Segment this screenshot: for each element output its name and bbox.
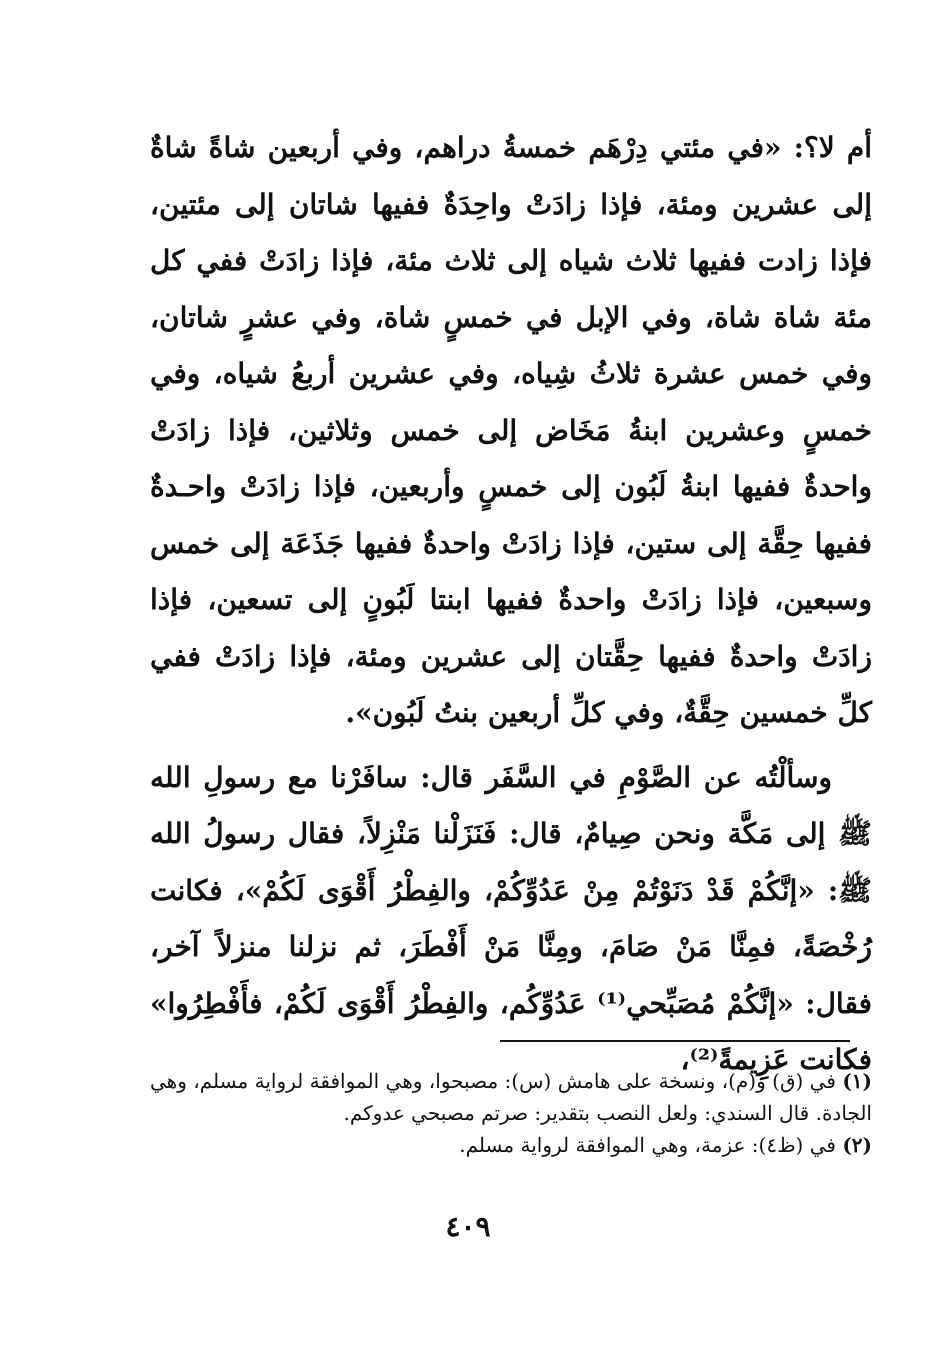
footnote-divider — [500, 1040, 850, 1042]
main-text — [150, 120, 872, 1089]
footnote-2 — [150, 1129, 872, 1161]
paragraph-fasting-travel: وسألْتُه عن الصَّوْمِ في السَّفَر قال: سافَرْنا مع رسولِ الله ﷺ إلى مَكَّة ونحن صِيامٌ، قال: فَنَزَلْنا مَنْزِلاً، فقال رسولُ الله ﷺ: «إنَّكُمْ قَدْ دَنَوْتُمْ مِنْ عَدُوِّكُمْ، والفِطْرُ أَقْوَى لَكُمْ»، فكانت رُخْصَةً، فمِنَّا مَنْ صَامَ، ومِنَّا مَنْ أَفْطَرَ، ثم نزلنا منزلاً آخر، فقال: «إنَّكُمْ مُصَبِّحي⁽¹⁾ عَدُوِّكُم، والفِطْرُ أَقْوَى لَكُمْ، فأَفْطِرُوا» فكانت عَزِيمةً⁽²⁾، — [150, 760, 873, 1076]
footnote-1 — [150, 1065, 872, 1129]
footnote-marker: (١) — [842, 1069, 873, 1093]
footnotes — [150, 1065, 872, 1161]
page-number: ٤٠٩ — [445, 1210, 491, 1243]
paragraph-hadith-zakat: أم لا؟: «في مئتي دِرْهَم خمسةُ دراهم، وفي أربعين شاةً شاةٌ إلى عشرين ومئة، فإذا زادَتْ واحِدَةٌ ففيها شاتان إلى مئتين، فإذا زادت ففيها ثلاث شياه إلى ثلاث مئة، فإذا زادَتْ ففي كل مئة شاة شاة، وفي الإبل في خمسٍ شاة، وفي عشرٍ شاتان، وفي خمس عشرة ثلاثُ شِياه، وفي عشرين أربعُ شياه، وفي خمسٍ وعشرين ابنةُ مَخَاض إلى خمس وثلاثين، فإذا زادَتْ واحدةٌ ففيها ابنةُ لَبُون إلى خمسٍ وأربعين، فإذا زادَتْ واحـدةٌ ففيها حِقَّة إلى ستين، فإذا زادَتْ واحدةٌ ففيها جَذَعَة إلى خمس وسبعين، فإذا زادَتْ واحدةٌ ففيها ابنتا لَبُونٍ إلى تسعين، فإذا زادَتْ واحدةٌ ففيها حِقَّتان إلى عشرين ومئة، فإذا زادَتْ ففي كلِّ خمسين حِقَّةٌ، وفي كلِّ أربعين بنتُ لَبُون». — [150, 131, 873, 729]
footnote-marker: (٢) — [842, 1133, 872, 1157]
footnote-text: في (ظ٤): عزمة، وهي الموافقة لرواية مسلم. — [459, 1133, 836, 1157]
footnote-text: في (ق) و(م)، ونسخة على هامش (س): مصبحوا، وهي الموافقة لرواية مسلم، وهي الجادة. قال السندي: ولعل النصب بتقدير: صرتم مصبحي عدوكم. — [150, 1069, 872, 1125]
